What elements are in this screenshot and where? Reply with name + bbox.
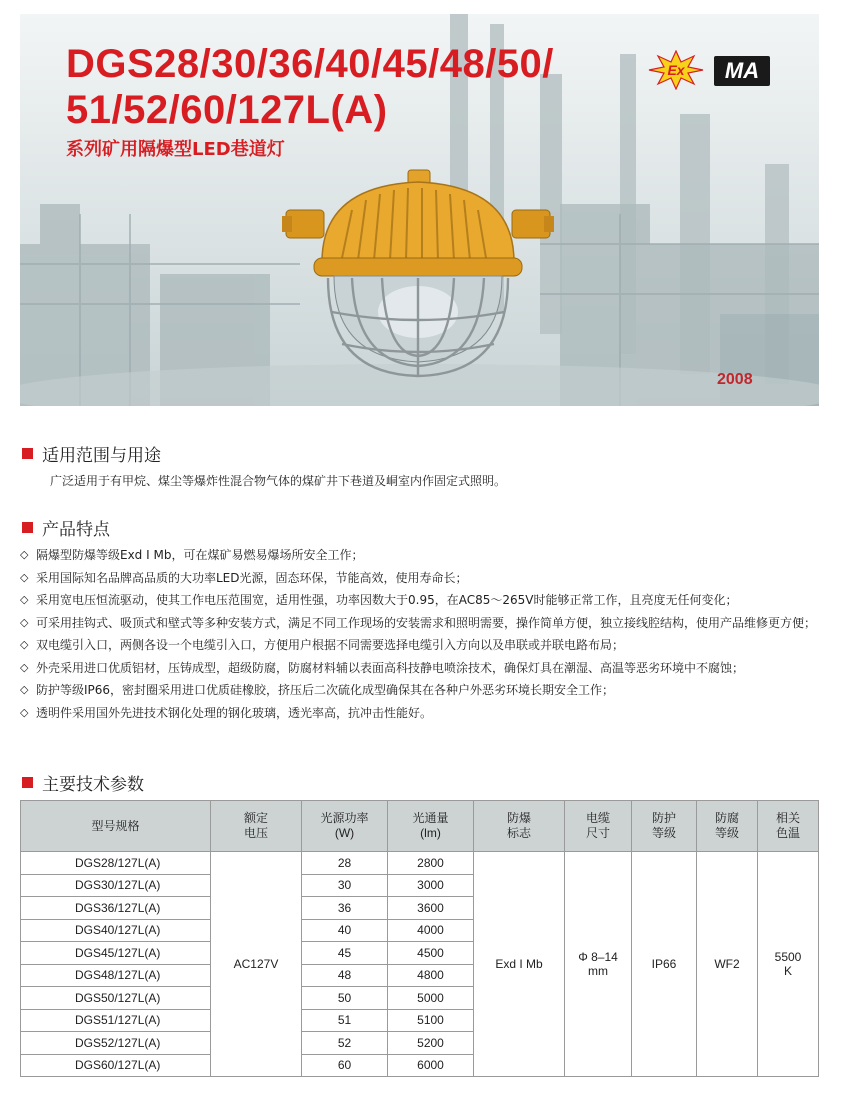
specs-title-text: 主要技术参数 (42, 775, 144, 795)
power-cell: 48 (302, 964, 388, 987)
ex-mark-cell: Exd I Mb (474, 852, 565, 1077)
power-cell: 60 (302, 1054, 388, 1077)
power-cell: 30 (302, 874, 388, 897)
feature-item: ◇ 隔爆型防爆等级Exd I Mb，可在煤矿易燃易爆场所安全工作； (22, 544, 822, 567)
feature-item: ◇ 双电缆引入口，两侧各设一个电缆引入口，方便用户根据不同需要选择电缆引入方向以及串联或并联电路布局； (22, 634, 822, 657)
product-banner (20, 14, 819, 406)
led-lamp-illustration (282, 162, 554, 394)
cable-cell: Φ 8–14 mm (565, 852, 632, 1077)
power-cell: 36 (302, 897, 388, 920)
ex-certification-logo (648, 50, 704, 90)
feature-item: ◇ 外壳采用进口优质铝材，压铸成型，超级防腐，防腐材料辅以表面高科技静电喷涂技术，确保灯具在潮湿、高温等恶劣环境中不腐蚀； (22, 657, 822, 680)
voltage-cell: AC127V (211, 852, 302, 1077)
flux-cell: 5200 (388, 1032, 474, 1055)
product-subtitle: 系列矿用隔爆型LED巷道灯 (66, 139, 285, 160)
model-cell: DGS28/127L(A) (21, 852, 211, 875)
flux-cell: 3000 (388, 874, 474, 897)
header-voltage: 额定 电压 (211, 801, 302, 852)
features-section-title (22, 515, 110, 540)
header-corrosion: 防腐 等级 (697, 801, 758, 852)
model-cell: DGS48/127L(A) (21, 964, 211, 987)
power-cell: 52 (302, 1032, 388, 1055)
feature-item: ◇ 透明件采用国外先进技术钢化处理的钢化玻璃，透光率高，抗冲击性能好。 (22, 702, 822, 725)
feature-item: ◇ 可采用挂钩式、吸顶式和壁式等多种安装方式，满足不同工作现场的安装需求和照明需要，操作简单方便，独立接线腔结构，使用产品维修更方便； (22, 612, 822, 635)
product-title-line-1: DGS28/30/36/40/45/48/50/ (66, 42, 554, 86)
model-cell: DGS30/127L(A) (21, 874, 211, 897)
usage-description: 广泛适用于有甲烷、煤尘等爆炸性混合物气体的煤矿井下巷道及峒室内作固定式照明。 (50, 474, 507, 488)
power-cell: 40 (302, 919, 388, 942)
red-square-bullet-icon (22, 522, 33, 533)
power-cell: 50 (302, 987, 388, 1010)
year-label: 2008 (717, 371, 753, 388)
ex-mark-text: Ex (667, 62, 685, 78)
model-cell: DGS50/127L(A) (21, 987, 211, 1010)
power-cell: 28 (302, 852, 388, 875)
header-flux: 光通量 (lm) (388, 801, 474, 852)
model-cell: DGS36/127L(A) (21, 897, 211, 920)
model-cell: DGS45/127L(A) (21, 942, 211, 965)
header-ex-mark: 防爆 标志 (474, 801, 565, 852)
power-cell: 45 (302, 942, 388, 965)
corrosion-cell: WF2 (697, 852, 758, 1077)
table-row (21, 852, 819, 875)
specs-section-title (22, 770, 144, 795)
usage-title-text: 适用范围与用途 (42, 446, 161, 466)
flux-cell: 3600 (388, 897, 474, 920)
features-list (22, 544, 822, 724)
flux-cell: 5100 (388, 1009, 474, 1032)
feature-item: ◇ 防护等级IP66，密封圈采用进口优质硅橡胶，挤压后二次硫化成型确保其在各种户外恶劣环境长期安全工作； (22, 679, 822, 702)
header-ip: 防护 等级 (632, 801, 697, 852)
header-model: 型号规格 (21, 801, 211, 852)
cct-cell: 5500 K (758, 852, 819, 1077)
flux-cell: 4800 (388, 964, 474, 987)
flux-cell: 4500 (388, 942, 474, 965)
features-title-text: 产品特点 (42, 520, 110, 540)
red-square-bullet-icon (22, 448, 33, 459)
model-cell: DGS51/127L(A) (21, 1009, 211, 1032)
model-cell: DGS52/127L(A) (21, 1032, 211, 1055)
flux-cell: 6000 (388, 1054, 474, 1077)
red-square-bullet-icon (22, 777, 33, 788)
product-title-line-2: 51/52/60/127L(A) (66, 88, 388, 132)
feature-item: ◇ 采用宽电压恒流驱动，使其工作电压范围宽，适用性强，功率因数大于0.95，在AC85～265V时能够正常工作，且亮度无任何变化； (22, 589, 822, 612)
power-cell: 51 (302, 1009, 388, 1032)
flux-cell: 4000 (388, 919, 474, 942)
model-cell: DGS60/127L(A) (21, 1054, 211, 1077)
feature-item: ◇ 采用国际知名品牌高品质的大功率LED光源，固态环保，节能高效，使用寿命长； (22, 567, 822, 590)
usage-section-title (22, 441, 161, 466)
model-cell: DGS40/127L(A) (21, 919, 211, 942)
ip-cell: IP66 (632, 852, 697, 1077)
header-power: 光源功率 (W) (302, 801, 388, 852)
spec-table-header-row (21, 801, 819, 852)
flux-cell: 2800 (388, 852, 474, 875)
header-cct: 相关 色温 (758, 801, 819, 852)
flux-cell: 5000 (388, 987, 474, 1010)
spec-table (20, 800, 819, 1077)
header-cable: 电缆 尺寸 (565, 801, 632, 852)
ma-certification-logo: MA (714, 56, 770, 86)
